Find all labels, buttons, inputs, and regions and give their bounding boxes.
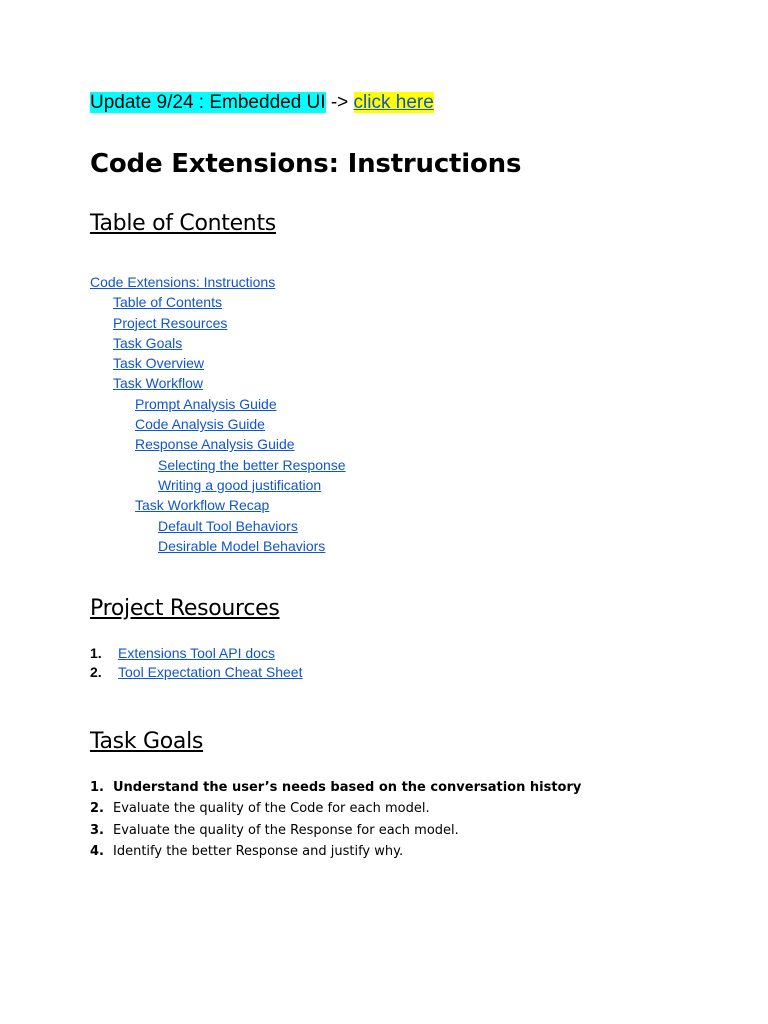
- toc-item: [90, 292, 346, 312]
- toc-item: [90, 414, 346, 434]
- toc-link-code-extensions[interactable]: Code Extensions: Instructions: [90, 274, 276, 290]
- toc-item: [90, 373, 346, 393]
- project-resources-list: [90, 644, 302, 682]
- toc-item: [90, 394, 346, 414]
- toc-link-default-tool-behaviors[interactable]: Default Tool Behaviors: [158, 517, 298, 534]
- goal-text: Understand the user’s needs based on the conversation history: [113, 780, 582, 795]
- list-item: [90, 777, 581, 798]
- task-goals-heading: Task Goals: [90, 729, 204, 754]
- toc-item: [90, 333, 346, 353]
- toc-item: [90, 434, 346, 454]
- list-number: 2.: [90, 664, 102, 680]
- api-docs-link[interactable]: Extensions Tool API docs: [118, 645, 275, 661]
- cheat-sheet-link[interactable]: Tool Expectation Cheat Sheet: [118, 664, 303, 680]
- list-number: 1.: [90, 645, 102, 661]
- table-of-contents: [90, 272, 346, 556]
- list-item: [90, 841, 581, 862]
- list-item: [90, 663, 302, 682]
- project-resources-heading: Project Resources: [90, 596, 280, 621]
- goal-text: Evaluate the quality of the Code for each model.: [113, 801, 430, 817]
- list-number: 4.: [90, 843, 104, 859]
- update-banner: [90, 90, 434, 116]
- toc-item: [90, 495, 346, 515]
- list-number: 1.: [90, 780, 104, 795]
- toc-item: [90, 536, 346, 556]
- click-here-link[interactable]: click here: [353, 92, 434, 113]
- toc-item: [90, 455, 346, 475]
- list-number: 2.: [90, 801, 104, 817]
- toc-item: [90, 272, 346, 292]
- toc-link-task-workflow[interactable]: Task Workflow: [113, 375, 203, 392]
- page-title: Code Extensions: Instructions: [90, 149, 522, 179]
- toc-link-writing-justification[interactable]: Writing a good justification: [158, 476, 322, 493]
- toc-link-code-analysis-guide[interactable]: Code Analysis Guide: [135, 416, 265, 433]
- toc-link-task-workflow-recap[interactable]: Task Workflow Recap: [135, 497, 270, 514]
- list-item: [90, 798, 581, 819]
- toc-link-table-of-contents[interactable]: Table of Contents: [113, 294, 222, 311]
- toc-item: [90, 516, 346, 536]
- update-text: Update 9/24 : Embedded UI: [90, 92, 326, 113]
- list-number: 3.: [90, 822, 104, 838]
- goal-text: Evaluate the quality of the Response for each model.: [113, 822, 459, 838]
- list-item: [90, 820, 581, 841]
- toc-link-selecting-better-response[interactable]: Selecting the better Response: [158, 456, 346, 473]
- toc-link-desirable-model-behaviors[interactable]: Desirable Model Behaviors: [158, 537, 326, 554]
- toc-item: [90, 475, 346, 495]
- toc-item: [90, 353, 346, 373]
- list-item: [90, 644, 302, 663]
- toc-link-prompt-analysis-guide[interactable]: Prompt Analysis Guide: [135, 395, 277, 412]
- goal-text: Identify the better Response and justify why.: [113, 843, 404, 859]
- toc-heading: Table of Contents: [90, 211, 276, 236]
- toc-link-project-resources[interactable]: Project Resources: [113, 314, 228, 331]
- task-goals-list: [90, 777, 581, 862]
- toc-link-task-goals[interactable]: Task Goals: [113, 334, 183, 351]
- toc-link-response-analysis-guide[interactable]: Response Analysis Guide: [135, 436, 295, 453]
- toc-link-task-overview[interactable]: Task Overview: [113, 355, 205, 372]
- toc-item: [90, 313, 346, 333]
- update-arrow: ->: [325, 92, 354, 113]
